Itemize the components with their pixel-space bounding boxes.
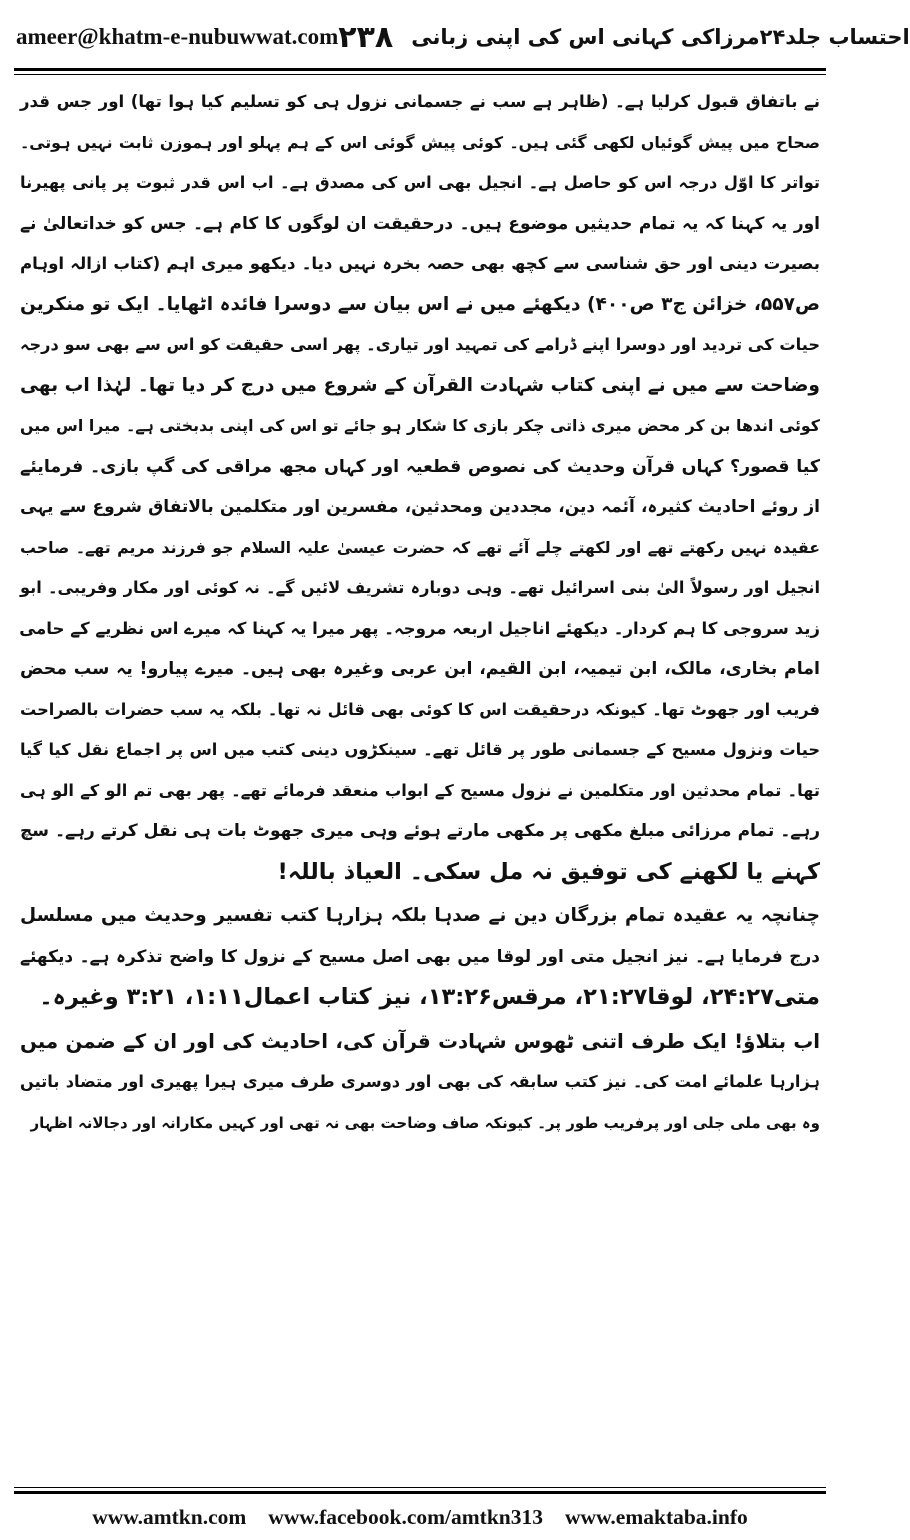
footer-link-facebook[interactable]: www.facebook.com/amtkn313 xyxy=(268,1504,544,1529)
header-title-group xyxy=(338,20,909,55)
text-line: تواتر کا اوّل درجہ اس کو حاصل ہے۔ انجیل بھی اس کی مصدق ہے۔ اب اس قدر ثبوت پر پانی پھیرنا xyxy=(20,173,820,192)
text-line: حیات ونزول مسیح کے جسمانی طور پر قائل تھے۔ سینکڑوں دینی کتب میں اس پر اجماع نقل کیا گیا xyxy=(20,740,820,759)
footer-divider xyxy=(14,1491,826,1494)
text-line: امام بخاری، مالک، ابن تیمیہ، ابن القیم، ابن عربی وغیرہ بھی ہیں۔ میرے پیارو! یہ سب محض xyxy=(20,659,820,679)
text-line: رہے۔ تمام مرزائی مبلغ مکھی پر مکھی مارتے ہوئے وہی میری جھوٹ بات ہی نقل کرتے رہے۔ سچ xyxy=(20,821,820,841)
header-title: احتساب جلد۲۴مرزاکی کہانی اس کی اپنی زبانی xyxy=(411,25,910,49)
footer-divider-thin xyxy=(14,1487,826,1488)
text-line: عقیدہ نہیں رکھتے تھے اور لکھتے چلے آئے تھے کہ حضرت عیسیٰ علیہ السلام جو فرزند مریم تھے۔ صاحب xyxy=(20,537,820,557)
text-line: کوئی اندھا بن کر محض میری ذاتی چکر بازی کا شکار ہو جائے تو اس کی اپنی بدبختی ہے۔ میرا اس میں xyxy=(20,416,820,435)
text-line: زید سروجی کا ہم کردار۔ دیکھئے اناجیل اربعہ مروجہ۔ پھر میرا یہ کہنا کہ میرے اس نظریے کے حامی xyxy=(19,618,820,638)
paragraph xyxy=(20,82,820,892)
header-divider-thin xyxy=(14,74,826,75)
text-line: ہزارہا علمائے امت کی۔ نیز کتب سابقہ کی بھی اور دوسری طرف میری ہیرا پھیری اور متضاد باتیں xyxy=(20,1072,820,1091)
text-line: تھا۔ تمام محدثین اور متکلمین نے نزول مسیح کے ابواب منعقد فرمائے تھے۔ پھر بھی تم الو کے الو ہی xyxy=(20,780,820,800)
text-line: فریب اور جھوٹ تھا۔ کیونکہ درحقیقت اس کا کوئی بھی قائل نہ تھا۔ بلکہ یہ سب حضرات بالصراحت xyxy=(20,699,820,719)
header-email: ameer@khatm-e-nubuwwat.com xyxy=(16,24,339,49)
text-line: کہنے یا لکھنے کی توفیق نہ مل سکی۔ العیاذ باللہ! xyxy=(277,858,820,885)
text-line: انجیل اور رسولاً الیٰ بنی اسرائیل تھے۔ وہی دوبارہ تشریف لائیں گے۔ نہ کوئی اور مکار وفریبی۔ ابو xyxy=(20,578,820,597)
text-line: صحاح میں پیش گوئیاں لکھی گئی ہیں۔ کوئی پیش گوئی اس کے ہم پہلو اور ہموزن ثابت نہیں ہوتی۔ xyxy=(20,132,820,152)
text-line: از روئے احادیث کثیرہ، آئمہ دین، مجددین ومحدثین، مفسرین اور متکلمین بالاتفاق شروع سے یہی xyxy=(20,497,820,517)
footer-link-emaktaba[interactable]: www.emaktaba.info xyxy=(565,1504,748,1529)
footer-link-amtkn[interactable]: www.amtkn.com xyxy=(92,1504,247,1529)
page-header xyxy=(16,6,910,68)
body-text xyxy=(20,82,820,1482)
text-line: نے باتفاق قبول کرلیا ہے۔ (ظاہر ہے سب نے جسمانی نزول ہی کو تسلیم کیا ہوا تھا) اور جس قدر xyxy=(20,92,820,111)
header-divider xyxy=(14,68,826,71)
page-number: ۲۳۸ xyxy=(338,19,394,55)
text-line: بصیرت دینی اور حق شناسی سے کچھ بھی حصہ بخرہ نہیں دیا۔ دیکھو میری اہم (کتاب ازالہ اوہام xyxy=(20,254,820,273)
paragraph xyxy=(20,1022,820,1144)
paragraph xyxy=(20,896,820,1018)
text-line: اور یہ کہنا کہ یہ تمام حدیثیں موضوع ہیں۔ درحقیقت ان لوگوں کا کام ہے۔ جس کو خداتعالیٰ نے xyxy=(20,213,820,234)
text-line: متی۲۴:۲۷، لوقا۲۱:۲۷، مرقس۱۳:۲۶، نیز کتاب اعمال۱:۱۱، ۳:۲۱ وغیرہ۔ xyxy=(39,984,820,1010)
text-line: اب بتلاؤ! ایک طرف اتنی ٹھوس شہادت قرآن کی، احادیث کی اور ان کے ضمن میں xyxy=(20,1029,820,1053)
text-line: وضاحت سے میں نے اپنی کتاب شہادت القرآن کے شروع میں درج کر دیا تھا۔ لہٰذا اب بھی xyxy=(20,374,820,396)
text-line: چنانچہ یہ عقیدہ تمام بزرگان دین نے صدہا بلکہ ہزارہا کتب تفسیر وحدیث میں مسلسل xyxy=(20,905,820,926)
text-line: حیات کی تردید اور دوسرا اپنے ڈرامے کی تمہید اور تیاری۔ پھر اسی حقیقت کو اس سے بھی سو درجہ xyxy=(20,335,820,354)
text-line: کیا قصور؟ کہاں قرآن وحدیث کی نصوص قطعیہ اور کہاں مجھ مراقی کی گپ بازی۔ فرمایئے xyxy=(20,456,820,477)
page-footer xyxy=(14,1498,826,1536)
text-line: وہ بھی ملی جلی اور پرفریب طور پر۔ کیونکہ صاف وضاحت بھی نہ تھی اور کہیں مکارانہ اور دجالانہ اظہار xyxy=(30,1113,820,1132)
text-line: ص۵۵۷، خزائن ج۳ ص۴۰۰) دیکھئے میں نے اس بیان سے دوسرا فائدہ اٹھایا۔ ایک تو منکرین xyxy=(20,293,820,315)
text-line: درج فرمایا ہے۔ نیز انجیل متی اور لوقا میں بھی اصل مسیح کے نزول کا واضح تذکرہ ہے۔ دیکھئے xyxy=(20,946,820,967)
